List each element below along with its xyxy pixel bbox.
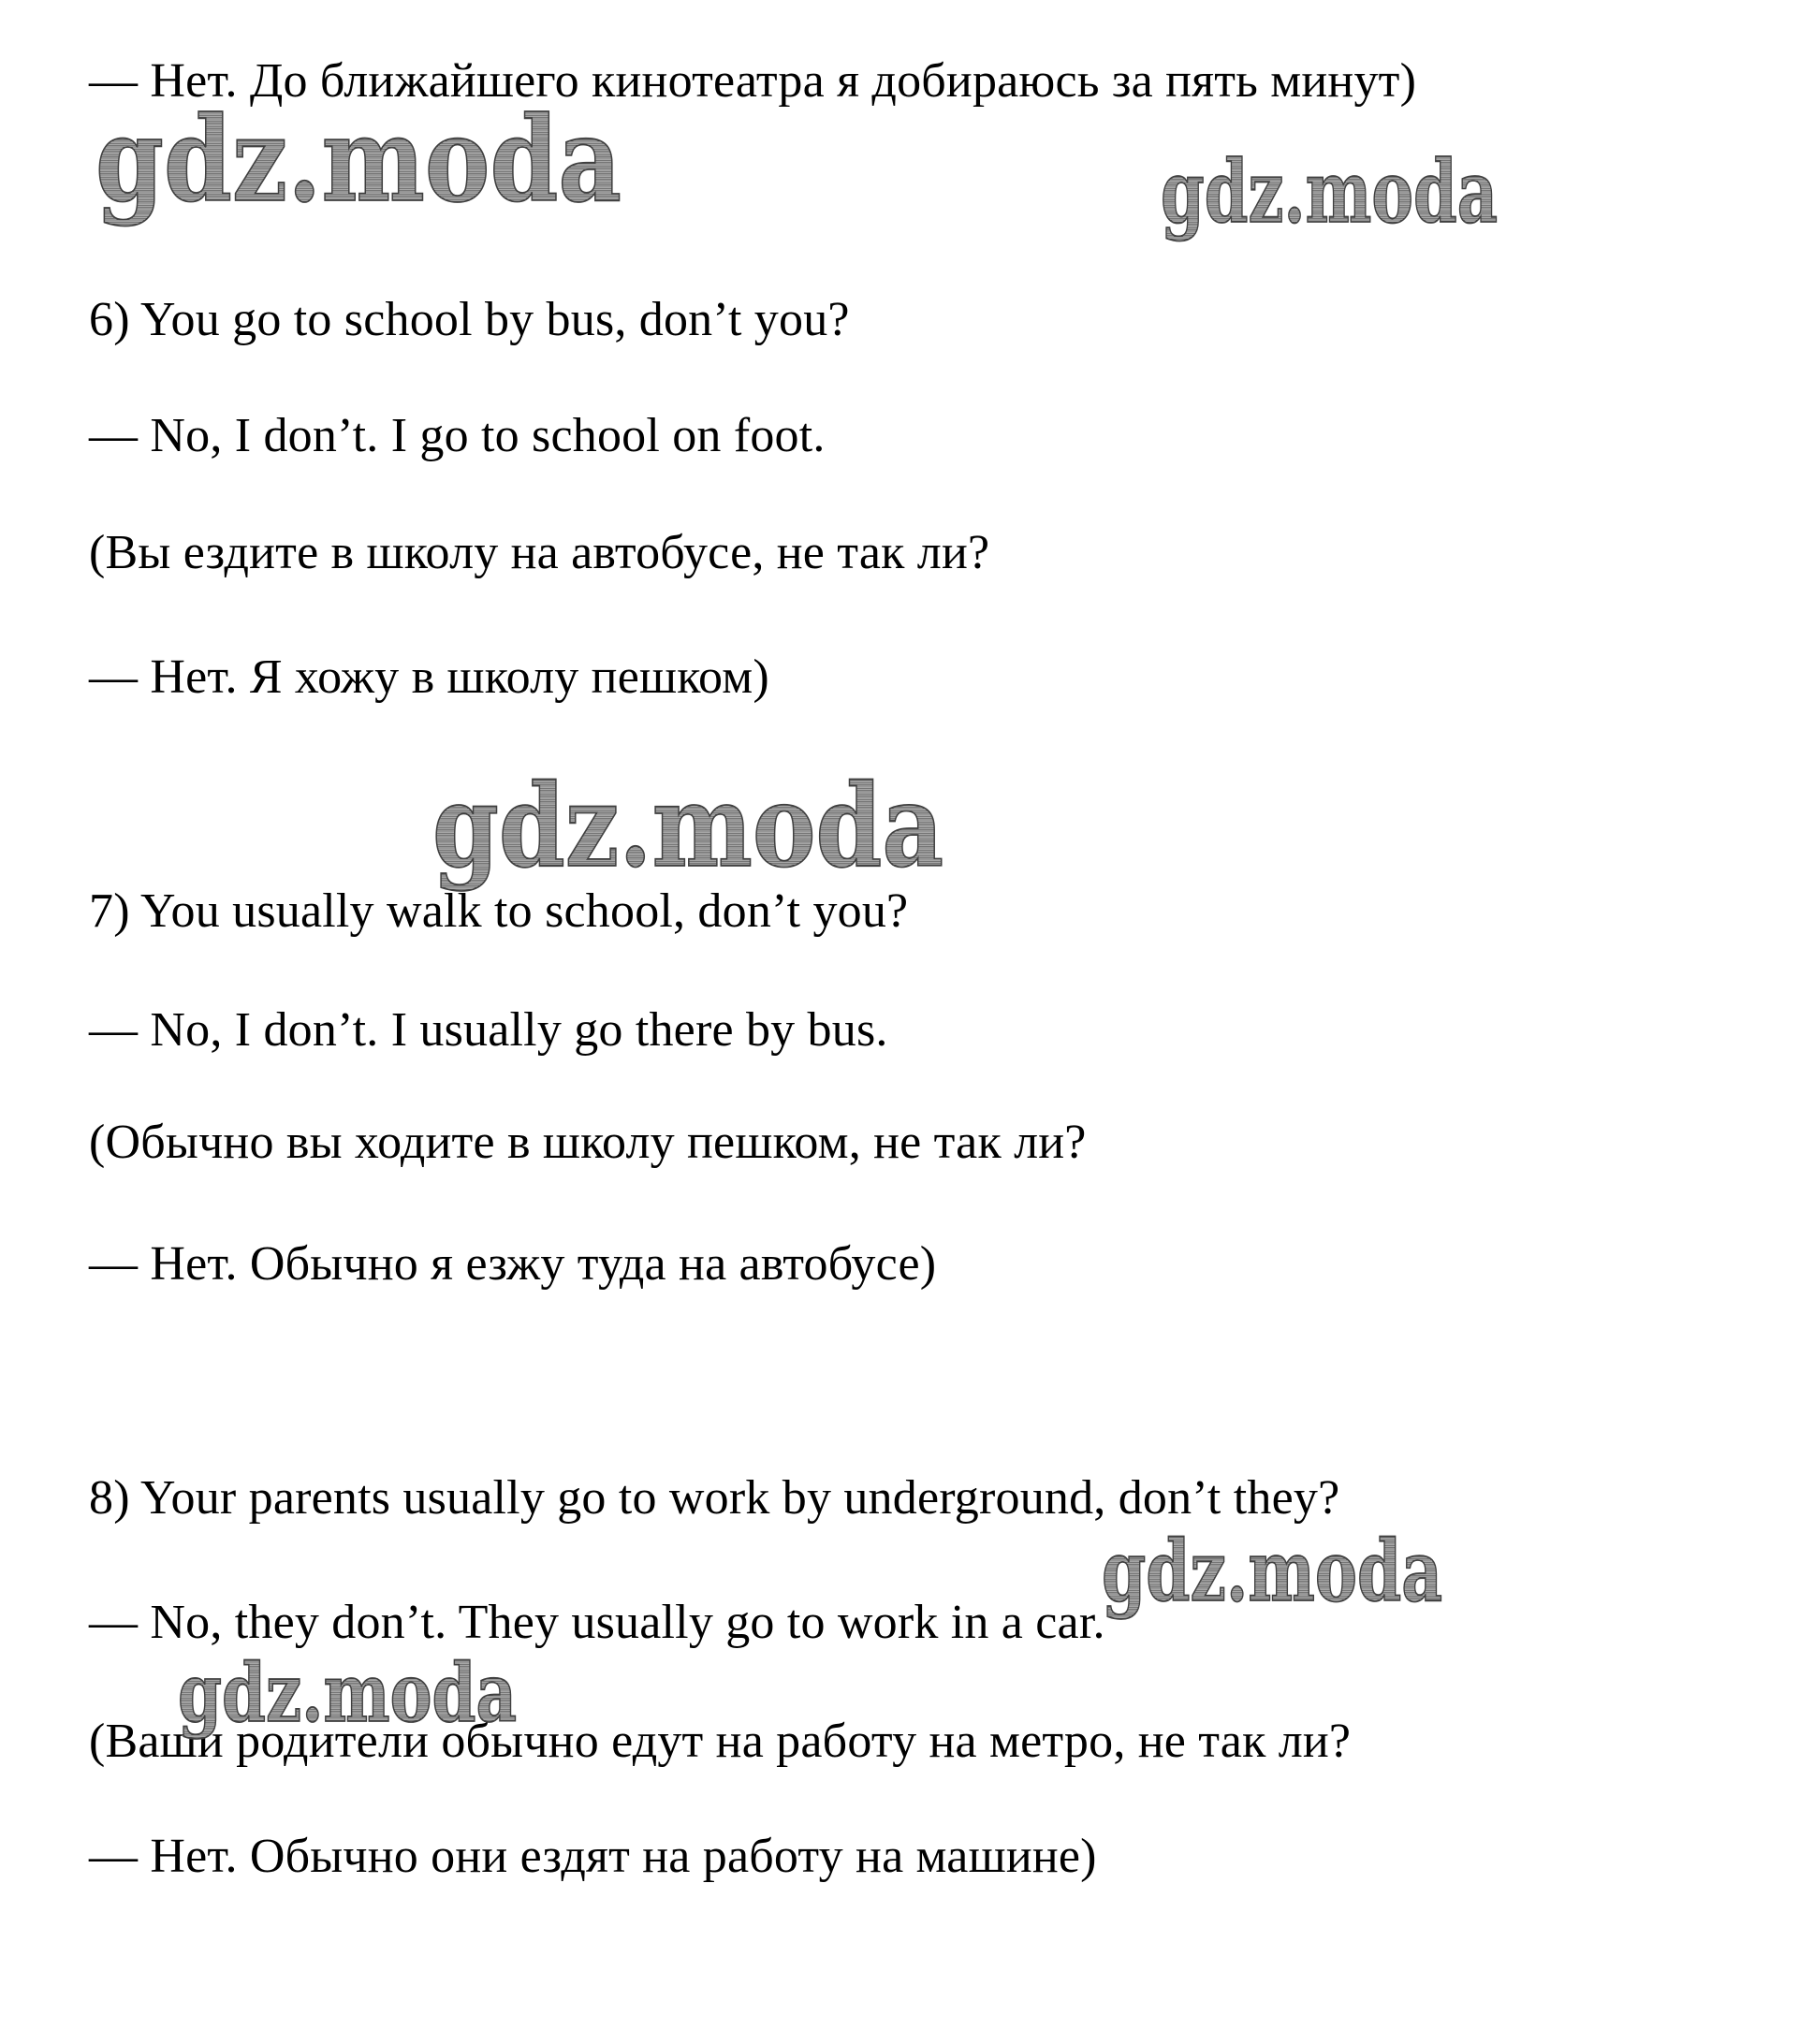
watermark-text: gdz.moda <box>432 758 943 893</box>
watermark-gdz-moda <box>1100 1522 1446 1623</box>
answer-7-en: — No, I don’t. I usually go there by bus. <box>89 1003 888 1057</box>
watermark-text: gdz.moda <box>1102 1522 1442 1621</box>
watermark-gdz-moda <box>176 1646 520 1742</box>
answer-8-ru: — Нет. Обычно они ездят на работу на машине) <box>89 1830 1097 1883</box>
answer-5-ru: — Нет. До ближайшего кинотеатра я добираюсь за пять минут) <box>89 54 1417 108</box>
watermark-text: gdz.moda <box>178 1646 517 1741</box>
question-7-en: 7) You usually walk to school, don’t you? <box>89 884 909 938</box>
watermark-text: gdz.moda <box>95 92 622 228</box>
question-8-en: 8) Your parents usually go to work by underground, don’t they? <box>89 1471 1340 1525</box>
question-8-ru: (Ваши родители обычно едут на работу на метро, не так ли? <box>89 1715 1352 1768</box>
question-6-en: 6) You go to school by bus, don’t you? <box>89 293 850 346</box>
question-7-ru: (Обычно вы ходите в школу пешком, не так ли? <box>89 1116 1087 1169</box>
watermark-gdz-moda <box>1159 141 1501 243</box>
answer-6-ru: — Нет. Я хожу в школу пешком) <box>89 650 769 704</box>
answer-7-ru: — Нет. Обычно я езжу туда на автобусе) <box>89 1237 937 1291</box>
watermark-gdz-moda <box>431 758 947 894</box>
watermark-gdz-moda <box>94 92 627 229</box>
answer-6-en: — No, I don’t. I go to school on foot. <box>89 409 826 462</box>
watermark-text: gdz.moda <box>1161 141 1498 242</box>
answer-8-en: — No, they don’t. They usually go to work in a car. <box>89 1596 1105 1649</box>
question-6-ru: (Вы ездите в школу на автобусе, не так ли? <box>89 526 990 579</box>
